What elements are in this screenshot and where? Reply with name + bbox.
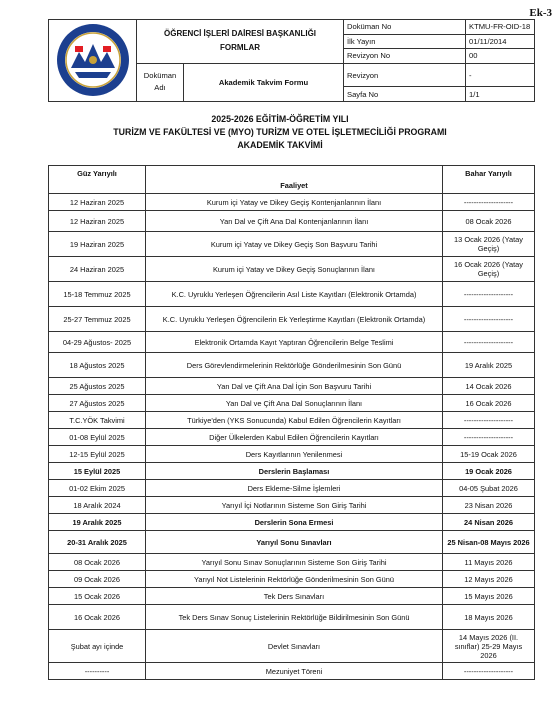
table-row (49, 194, 535, 211)
fall-date-cell: 15 Ocak 2026 (49, 588, 146, 605)
table-row (49, 463, 535, 480)
activity-cell: Tek Ders Sınav Sonuç Listelerinin Rektörlüğe Bildirilmesinin Son Günü (146, 605, 443, 630)
meta-label: İlk Yayın (344, 34, 466, 49)
fall-date-cell: 20-31 Aralık 2025 (49, 531, 146, 554)
table-row (49, 630, 535, 663)
org-line-1: ÖĞRENCİ İŞLERİ DAİRESİ BAŞKANLIĞI (164, 29, 317, 39)
activity-cell: Tek Ders Sınavları (146, 588, 443, 605)
meta-label: Revizyon (344, 63, 466, 87)
spring-date-cell: 16 Ocak 2026 (Yatay Geçiş) (443, 257, 535, 282)
spring-date-cell: 19 Ocak 2026 (443, 463, 535, 480)
doc-name: Akademik Takvim Formu (184, 63, 344, 101)
fall-date-cell: 12 Haziran 2025 (49, 194, 146, 211)
org-line-2: FORMLAR (220, 43, 260, 53)
spring-date-cell: 19 Aralık 2025 (443, 353, 535, 378)
org-title (137, 20, 344, 64)
activity-cell: Yarıyıl Sonu Sınavları (146, 531, 443, 554)
table-row (49, 531, 535, 554)
fall-date-cell: 25 Ağustos 2025 (49, 378, 146, 395)
table-row (49, 232, 535, 257)
fall-date-cell: Şubat ayı içinde (49, 630, 146, 663)
spring-date-cell: 13 Ocak 2026 (Yatay Geçiş) (443, 232, 535, 257)
meta-value: 01/11/2014 (466, 34, 535, 49)
table-row (49, 353, 535, 378)
activity-cell: Diğer Ülkelerden Kabul Edilen Öğrencilerin Kayıtları (146, 429, 443, 446)
meta-value: 00 (466, 49, 535, 64)
fall-date-cell: 01-08 Eylül 2025 (49, 429, 146, 446)
activity-cell: Yarıyıl Not Listelerinin Rektörlüğe Gönderilmesinin Son Günü (146, 571, 443, 588)
fall-date-cell: 25-27 Temmuz 2025 (49, 307, 146, 332)
activity-cell: Yan Dal ve Çift Ana Dal Kontenjanlarının İlanı (146, 211, 443, 232)
table-row (49, 332, 535, 353)
table-row (49, 429, 535, 446)
spring-date-cell: -------------------- (443, 412, 535, 429)
meta-value: - (466, 63, 535, 87)
table-row (49, 663, 535, 680)
fall-date-cell: 16 Ocak 2026 (49, 605, 146, 630)
fall-date-cell: 19 Haziran 2025 (49, 232, 146, 257)
fall-date-cell: 15 Eylül 2025 (49, 463, 146, 480)
table-row (49, 588, 535, 605)
table-row (49, 571, 535, 588)
activity-cell: Devlet Sınavları (146, 630, 443, 663)
meta-label: Revizyon No (344, 49, 466, 64)
title-line-3: AKADEMİK TAKVİMİ (237, 140, 323, 150)
table-row (49, 378, 535, 395)
document-header (48, 19, 535, 102)
spring-date-cell: -------------------- (443, 194, 535, 211)
activity-cell: Kurum içi Yatay ve Dikey Geçiş Sonuçlarının İlanı (146, 257, 443, 282)
spring-date-cell: 24 Nisan 2026 (443, 514, 535, 531)
table-row (49, 257, 535, 282)
fall-date-cell: 09 Ocak 2026 (49, 571, 146, 588)
table-row (49, 480, 535, 497)
table-row (49, 282, 535, 307)
spring-date-cell: 15 Mayıs 2026 (443, 588, 535, 605)
activity-cell: Ders Kayıtlarının Yenilenmesi (146, 446, 443, 463)
spring-date-cell: 16 Ocak 2026 (443, 395, 535, 412)
spring-date-cell: 15-19 Ocak 2026 (443, 446, 535, 463)
fall-date-cell: 12-15 Eylül 2025 (49, 446, 146, 463)
activity-cell: Yarıyıl İçi Notlarının Sisteme Son Giriş Tarihi (146, 497, 443, 514)
spring-date-cell: -------------------- (443, 663, 535, 680)
fall-date-cell: 18 Ağustos 2025 (49, 353, 146, 378)
table-row (49, 554, 535, 571)
spring-date-cell: 23 Nisan 2026 (443, 497, 535, 514)
doc-name-label (137, 63, 184, 101)
column-header-spring: Bahar Yarıyılı (443, 166, 535, 194)
activity-cell: Ders Görevlendirmelerinin Rektörlüğe Gönderilmesinin Son Günü (146, 353, 443, 378)
activity-cell: Mezuniyet Töreni (146, 663, 443, 680)
doc-name-label-1: Doküman (143, 71, 177, 81)
activity-cell: Yarıyıl Sonu Sınav Sonuçlarının Sisteme Son Giriş Tarihi (146, 554, 443, 571)
fall-date-cell: 18 Aralık 2024 (49, 497, 146, 514)
spring-date-cell: -------------------- (443, 282, 535, 307)
table-row (49, 307, 535, 332)
annex-label: Ek-3 (529, 7, 552, 19)
spring-date-cell: 08 Ocak 2026 (443, 211, 535, 232)
spring-date-cell: 14 Ocak 2026 (443, 378, 535, 395)
fall-date-cell: 04-29 Ağustos- 2025 (49, 332, 146, 353)
university-logo (49, 20, 137, 102)
activity-cell: Türkiye'den (YKS Sonucunda) Kabul Edilen Öğrencilerin Kayıtları (146, 412, 443, 429)
table-row (49, 514, 535, 531)
calendar-title (0, 113, 560, 152)
fall-date-cell: 24 Haziran 2025 (49, 257, 146, 282)
title-line-2: TURİZM VE FAKÜLTESİ VE (MYO) TURİZM VE OTEL İŞLETMECİLİĞİ PROGRAMI (113, 127, 447, 137)
meta-value: KTMU-FR-OID-18 (466, 20, 535, 35)
table-row (49, 446, 535, 463)
table-row (49, 395, 535, 412)
meta-value: 1/1 (466, 87, 535, 102)
activity-cell: Ders Ekleme-Silme İşlemleri (146, 480, 443, 497)
spring-date-cell: -------------------- (443, 332, 535, 353)
spring-date-cell: 12 Mayıs 2026 (443, 571, 535, 588)
table-row (49, 412, 535, 429)
fall-date-cell: T.C.YÖK Takvimi (49, 412, 146, 429)
activity-cell: K.C. Uyruklu Yerleşen Öğrencilerin Ek Yerleştirme Kayıtları (Elektronik Ortamda) (146, 307, 443, 332)
spring-date-cell: 14 Mayıs 2026 (II. sınıflar) 25-29 Mayıs 2026 (443, 630, 535, 663)
spring-date-cell: -------------------- (443, 307, 535, 332)
meta-label: Doküman No (344, 20, 466, 35)
spring-date-cell: -------------------- (443, 429, 535, 446)
activity-cell: K.C. Uyruklu Yerleşen Öğrencilerin Asıl Liste Kayıtları (Elektronik Ortamda) (146, 282, 443, 307)
academic-calendar-table (48, 165, 535, 680)
table-row (49, 497, 535, 514)
activity-cell: Kurum içi Yatay ve Dikey Geçiş Kontenjanlarının İlanı (146, 194, 443, 211)
column-header-row (49, 166, 535, 194)
activity-cell: Yan Dal ve Çift Ana Dal İçin Son Başvuru Tarihi (146, 378, 443, 395)
fall-date-cell: 01-02 Ekim 2025 (49, 480, 146, 497)
activity-cell: Derslerin Sona Ermesi (146, 514, 443, 531)
meta-label: Sayfa No (344, 87, 466, 102)
fall-date-cell: 27 Ağustos 2025 (49, 395, 146, 412)
fall-date-cell: 15-18 Temmuz 2025 (49, 282, 146, 307)
doc-name-label-2: Adı (154, 83, 166, 93)
spring-date-cell: 04-05 Şubat 2026 (443, 480, 535, 497)
table-row (49, 211, 535, 232)
spring-date-cell: 25 Nisan-08 Mayıs 2026 (443, 531, 535, 554)
activity-cell: Derslerin Başlaması (146, 463, 443, 480)
table-row (49, 605, 535, 630)
activity-cell: Elektronik Ortamda Kayıt Yaptıran Öğrencilerin Belge Teslimi (146, 332, 443, 353)
fall-date-cell: ---------- (49, 663, 146, 680)
fall-date-cell: 12 Haziran 2025 (49, 211, 146, 232)
spring-date-cell: 11 Mayıs 2026 (443, 554, 535, 571)
activity-cell: Yan Dal ve Çift Ana Dal Sonuçlarının İlanı (146, 395, 443, 412)
fall-date-cell: 08 Ocak 2026 (49, 554, 146, 571)
spring-date-cell: 18 Mayıs 2026 (443, 605, 535, 630)
title-line-1: 2025-2026 EĞİTİM-ÖĞRETİM YILI (211, 114, 349, 124)
activity-cell: Kurum içi Yatay ve Dikey Geçiş Son Başvuru Tarihi (146, 232, 443, 257)
column-header-fall: Güz Yarıyılı (49, 166, 146, 194)
fall-date-cell: 19 Aralık 2025 (49, 514, 146, 531)
column-header-activity: Faaliyet (146, 166, 443, 194)
